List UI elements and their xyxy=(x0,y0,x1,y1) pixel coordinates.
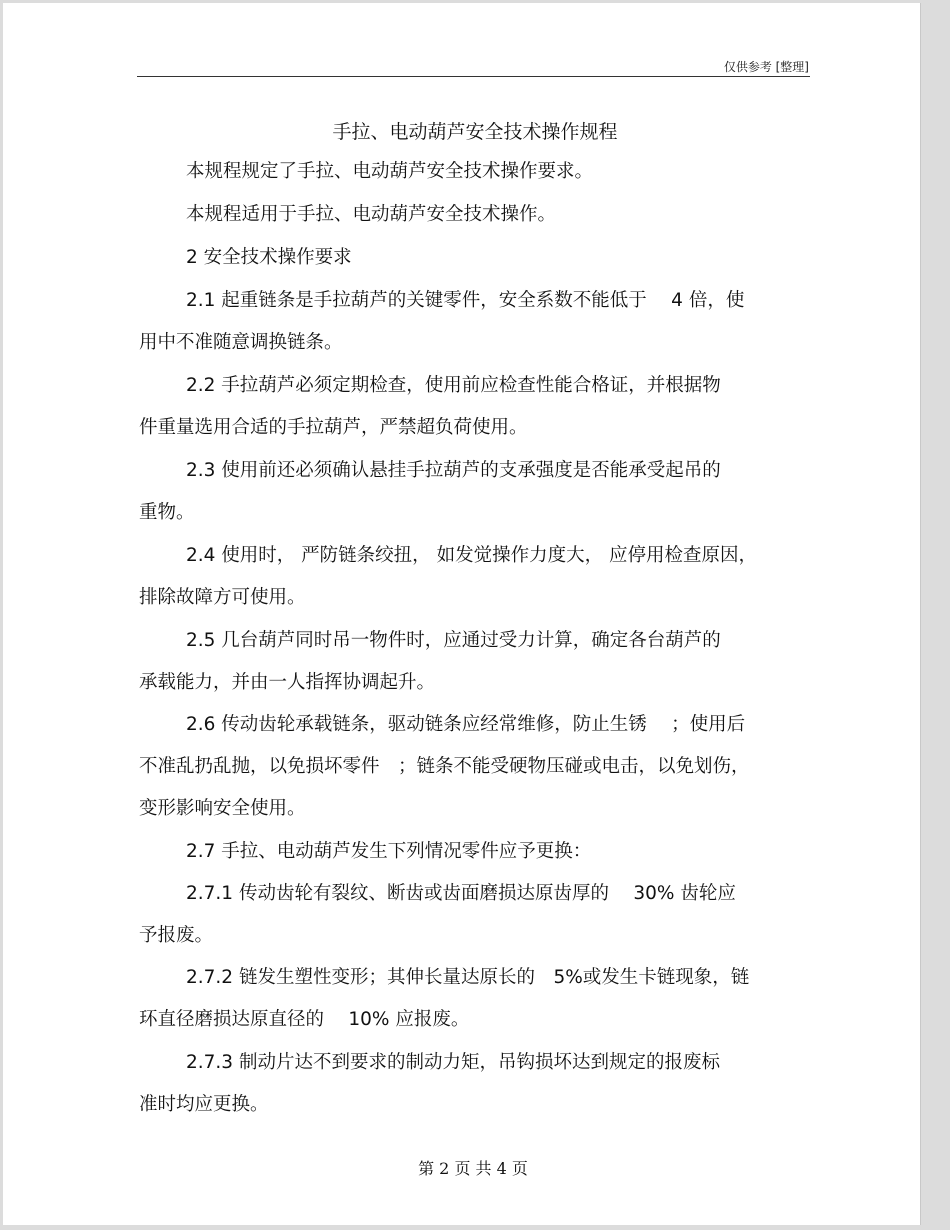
body-line: 用中不准随意调换链条。 xyxy=(139,332,343,353)
body-line: 排除故障方可使用。 xyxy=(139,587,306,608)
header-note: 仅供参考 [整理] xyxy=(723,60,809,74)
body-line: 不准乱扔乱抛，以免损坏零件 ；链条不能受硬物压碰或电击，以免划伤， xyxy=(139,756,750,777)
body-line: 2.3 使用前还必须确认悬挂手拉葫芦的支承强度是否能承受起吊的 xyxy=(186,460,721,481)
body-line: 本规程适用于手拉、电动葫芦安全技术操作。 xyxy=(186,204,557,225)
body-line: 重物。 xyxy=(139,502,195,523)
body-line: 环直径磨损达原直径的 10% 应报废。 xyxy=(139,1009,470,1030)
body-line: 2.2 手拉葫芦必须定期检查，使用前应检查性能合格证，并根据物 xyxy=(186,375,721,396)
document-title: 手拉、电动葫芦安全技术操作规程 xyxy=(332,121,618,143)
body-line: 变形影响安全使用。 xyxy=(139,798,306,819)
document-page xyxy=(3,3,921,1225)
body-line: 2.7.2 链发生塑性变形；其伸长量达原长的 5%或发生卡链现象，链 xyxy=(186,967,750,988)
body-line: 2.7.3 制动片达不到要求的制动力矩，吊钩损坏达到规定的报废标 xyxy=(186,1052,720,1073)
body-line: 予报废。 xyxy=(139,925,214,946)
body-line: 2.7 手拉、电动葫芦发生下列情况零件应予更换： xyxy=(186,841,592,862)
body-line: 2.4 使用时， 严防链条绞扭， 如发觉操作力度大， 应停用检查原因， xyxy=(186,545,757,566)
section-heading: 2 安全技术操作要求 xyxy=(186,247,352,268)
header-divider xyxy=(137,76,810,77)
body-line: 承载能力，并由一人指挥协调起升。 xyxy=(139,672,436,693)
body-line: 2.5 几台葫芦同时吊一物件时，应通过受力计算，确定各台葫芦的 xyxy=(186,630,721,651)
body-line: 准时均应更换。 xyxy=(139,1094,269,1115)
body-line: 2.7.1 传动齿轮有裂纹、断齿或齿面磨损达原齿厚的 30% 齿轮应 xyxy=(186,883,736,904)
body-line: 件重量选用合适的手拉葫芦，严禁超负荷使用。 xyxy=(139,417,528,438)
page-number: 第 2 页 共 4 页 xyxy=(418,1159,528,1178)
body-line: 2.6 传动齿轮承载链条，驱动链条应经常维修，防止生锈 ；使用后 xyxy=(186,714,746,735)
body-line: 2.1 起重链条是手拉葫芦的关键零件，安全系数不能低于 4 倍，使 xyxy=(186,290,745,311)
body-line: 本规程规定了手拉、电动葫芦安全技术操作要求。 xyxy=(186,161,594,182)
